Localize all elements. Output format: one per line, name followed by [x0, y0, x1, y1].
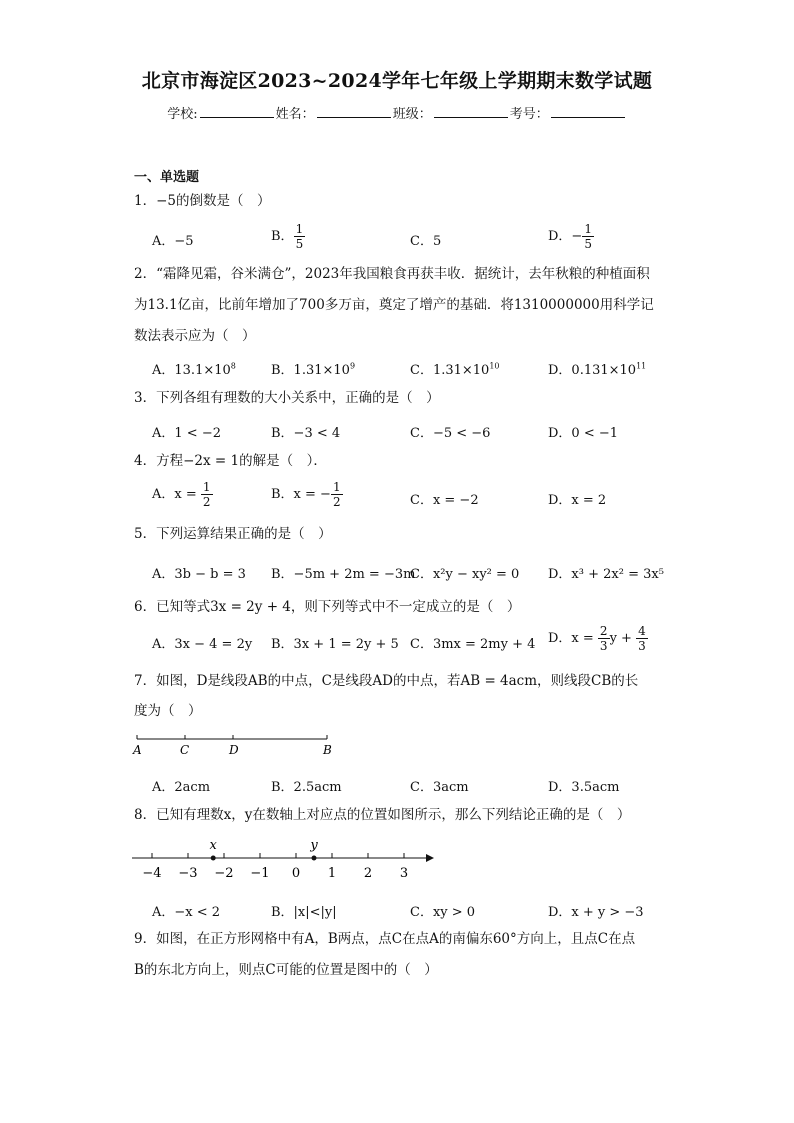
q6-option-a[interactable]: A．3x − 4 = 2y [152, 637, 253, 652]
q8-option-b[interactable]: B．|x|<|y| [271, 905, 337, 920]
q8-option-c[interactable]: C．xy > 0 [410, 905, 476, 920]
q9-stem-line2: B的东北方向上，则点C可能的位置是图中的（ ） [134, 962, 438, 978]
q4-option-c[interactable]: C．x = −2 [410, 493, 479, 508]
q7-option-c[interactable]: C．3acm [410, 780, 469, 795]
q4-option-d[interactable]: D．x = 2 [548, 493, 607, 508]
label-a: A [133, 743, 142, 757]
q4-option-a[interactable]: A．x = $\frac{1}{2}$ [152, 480, 211, 509]
q1-option-b[interactable]: B． $\frac{1}{5}$ [271, 222, 304, 251]
q7-option-a[interactable]: A．2acm [152, 780, 211, 795]
q8-option-a[interactable]: A．−x < 2 [152, 905, 221, 920]
q7-option-d[interactable]: D．3.5acm [548, 780, 620, 795]
section-heading: 一、单选题 [134, 170, 200, 185]
student-info-line [0, 103, 794, 122]
q2-stem-line1: 2．“霜降见霜，谷米满仓”，2023年我国粮食再获丰收．据统计，去年秋粮的种植面积 [134, 266, 650, 282]
q1-stem: 1．−5的倒数是（ ） [134, 193, 271, 209]
number-line-tick-label: 1 [327, 866, 337, 881]
q3-option-d[interactable]: D．0 < −1 [548, 426, 619, 441]
q6-option-c[interactable]: C．3mx = 2my + 4 [410, 637, 536, 652]
q2-option-d[interactable]: D．$0.131\times 10^{11}$ [548, 361, 647, 378]
q2-stem-line3: 数法表示应为（ ） [134, 328, 256, 344]
q5-stem: 5．下列运算结果正确的是（ ） [134, 526, 332, 542]
q9-stem-line1: 9．如图，在正方形网格中有A，B两点，点C在点A的南偏东60°方向上，且点C在点 [134, 931, 636, 947]
q8-option-d[interactable]: D．x + y > −3 [548, 905, 644, 920]
q1-option-d[interactable]: D．− $\frac{1}{5}$ [548, 222, 592, 251]
label-c: C [180, 743, 190, 757]
label-b: B [323, 743, 332, 757]
q2-option-c[interactable]: C．$1.31\times 10^{10}$ [410, 361, 500, 378]
q1-option-c[interactable]: C．5 [410, 234, 442, 249]
exam-no-label: 考号： [509, 107, 549, 122]
school-label: 学校: [167, 107, 198, 122]
number-line-tick-label: −4 [142, 866, 162, 881]
q3-option-a[interactable]: A．1 < −2 [152, 426, 221, 441]
q3-stem: 3．下列各组有理数的大小关系中，正确的是（ ） [134, 390, 440, 406]
point-label-x: x [209, 838, 217, 853]
name-label: 姓名： [275, 107, 315, 122]
q5-option-b[interactable]: B．−5m + 2m = −3m [271, 567, 416, 582]
q2-stem-line2: 为13.1亿亩，比前年增加了700多万亩，奠定了增产的基础．将1310000000用科学记 [134, 297, 654, 313]
q8-stem: 8．已知有理数x，y在数轴上对应点的位置如图所示，那么下列结论正确的是（ ） [134, 807, 631, 823]
number-line-tick-label: −3 [178, 866, 198, 881]
q6-stem: 6．已知等式3x = 2y + 4，则下列等式中不一定成立的是（ ） [134, 599, 521, 615]
q7-segment-figure [130, 730, 340, 760]
point-y [312, 856, 317, 861]
q4-option-b[interactable]: B．x = − $\frac{1}{2}$ [271, 480, 341, 509]
q1-option-a[interactable]: A．−5 [152, 234, 194, 249]
number-line-tick-label: 2 [363, 866, 373, 881]
class-blank[interactable] [434, 105, 508, 118]
q7-option-b[interactable]: B．2.5acm [271, 780, 342, 795]
exam-no-blank[interactable] [551, 105, 625, 118]
q5-option-a[interactable]: A．3b − b = 3 [152, 567, 246, 582]
q3-option-c[interactable]: C．−5 < −6 [410, 426, 491, 441]
q2-option-a[interactable]: A．$13.1\times 10^8$ [152, 361, 236, 378]
q8-number-line [130, 834, 440, 882]
point-label-y: y [310, 838, 318, 853]
q7-stem-line2: 度为（ ） [134, 703, 202, 719]
point-x [211, 856, 216, 861]
q6-option-b[interactable]: B．3x + 1 = 2y + 5 [271, 637, 399, 652]
class-label: 班级： [392, 107, 432, 122]
q5-option-c[interactable]: C．x²y − xy² = 0 [410, 567, 520, 582]
q2-option-b[interactable]: B．$1.31\times 10^9$ [271, 361, 356, 378]
q5-option-d[interactable]: D．x³ + 2x² = 3x⁵ [548, 567, 664, 582]
number-line-arrow [426, 854, 434, 862]
name-blank[interactable] [317, 105, 391, 118]
q6-option-d[interactable]: D．x = $\frac{2}{3}$ y + $\frac{4}{3}$ [548, 624, 646, 653]
number-line-tick-label: −2 [214, 866, 234, 881]
number-line-tick-label: −1 [250, 866, 270, 881]
q7-stem-line1: 7．如图，D是线段AB的中点，C是线段AD的中点，若AB = 4acm，则线段CB的长 [134, 673, 639, 689]
label-d: D [229, 743, 239, 757]
number-line-tick-label: 3 [399, 866, 409, 881]
number-line-tick-label: 0 [291, 866, 301, 881]
school-blank[interactable] [200, 105, 274, 118]
q4-stem: 4．方程−2x = 1的解是（ ）． [134, 453, 327, 469]
page-title: 北京市海淀区2023~2024学年七年级上学期期末数学试题 [141, 70, 653, 92]
q3-option-b[interactable]: B．−3 < 4 [271, 426, 341, 441]
